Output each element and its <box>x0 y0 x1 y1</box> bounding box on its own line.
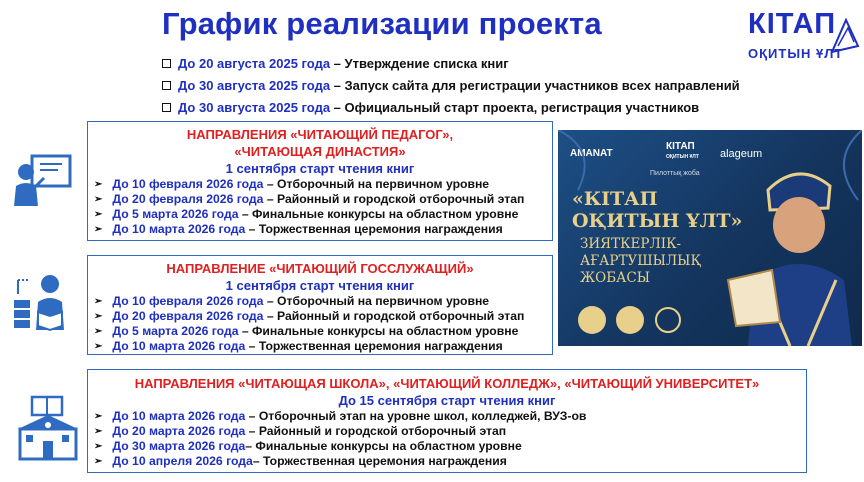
start-date: До 15 сентября старт чтения книг <box>338 393 556 408</box>
logo-line1: КІТАП <box>748 8 837 40</box>
list-item <box>94 192 552 207</box>
arrow-icon: ➢ <box>94 341 103 352</box>
stage-text: – Финальные конкурсы на областном уровне <box>245 439 522 453</box>
pilot-label: Пилоттық жоба <box>650 170 700 177</box>
stage-text: – Районный и городской отборочный этап <box>263 309 525 323</box>
arrow-icon: ➢ <box>94 179 103 190</box>
timeline-item <box>162 52 740 74</box>
stage-text: – Районный и городской отборочный этап <box>245 424 507 438</box>
stage-date: До 5 марта 2026 года <box>112 324 239 338</box>
teacher-icon <box>12 152 74 208</box>
timeline-date: До 20 августа 2025 года <box>178 55 331 71</box>
arrow-icon: ➢ <box>94 194 103 205</box>
banner-title-line2: ОҚИТЫН ҰЛТ» <box>572 210 743 232</box>
stage-text: – Торжественная церемония награждения <box>245 339 503 353</box>
stage-text: – Финальные конкурсы на областном уровне <box>238 324 519 338</box>
stage-date: До 20 марта 2026 года <box>112 424 246 438</box>
arrow-icon: ➢ <box>94 426 103 437</box>
list-item <box>94 409 806 424</box>
stage-text: – Торжественная церемония награждения <box>245 222 503 236</box>
stage-date: До 20 февраля 2026 года <box>112 309 264 323</box>
project-banner-image <box>558 130 862 346</box>
start-date: 1 сентября старт чтения книг <box>225 278 415 293</box>
timeline-text: Запуск сайта для регистрации участников всех направлений <box>344 77 740 93</box>
logo-line2: ОҚИТЫН ҰЛТ <box>748 46 844 61</box>
banner-subtitle-line1: ЗИЯТКЕРЛІК- <box>580 236 682 252</box>
stage-list <box>88 177 552 237</box>
kitap-small-line2: ОҚИТЫН ҰЛТ <box>666 154 699 160</box>
direction-title-2: «ЧИТАЮЩАЯ ДИНАСТИЯ» <box>234 144 406 159</box>
book-wings-icon <box>830 16 860 56</box>
stage-date: До 10 марта 2026 года <box>112 409 246 423</box>
direction-title: НАПРАВЛЕНИЯ «ЧИТАЮЩИЙ ПЕДАГОГ», <box>186 127 454 142</box>
boy-reading-illustration <box>558 130 862 346</box>
project-timeline <box>162 52 740 118</box>
direction-box-school <box>87 369 807 473</box>
list-item <box>94 294 552 309</box>
banner-subtitle-line3: ЖОБАСЫ <box>580 270 650 286</box>
stage-date: До 5 марта 2026 года <box>112 207 239 221</box>
list-item <box>94 424 806 439</box>
timeline-date: До 30 августа 2025 года <box>178 99 331 115</box>
list-item <box>94 207 552 222</box>
checkbox-icon <box>162 81 171 90</box>
stage-text: – Финальные конкурсы на областном уровне <box>238 207 519 221</box>
stage-text: – Торжественная церемония награждения <box>252 454 507 468</box>
arrow-icon: ➢ <box>94 224 103 235</box>
stage-text: – Районный и городской отборочный этап <box>263 192 525 206</box>
arrow-icon: ➢ <box>94 411 103 422</box>
checkbox-icon <box>162 103 171 112</box>
list-item <box>94 309 552 324</box>
timeline-item <box>162 74 740 96</box>
list-item <box>94 324 552 339</box>
timeline-text: Официальный старт проекта, регистрация участников <box>344 99 700 115</box>
timeline-item <box>162 96 740 118</box>
school-icon <box>12 395 84 461</box>
timeline-sep: – <box>330 77 345 93</box>
list-item <box>94 439 806 454</box>
alageum-logo: alageum <box>720 148 763 160</box>
timeline-sep: – <box>330 55 345 71</box>
arrow-icon: ➢ <box>94 311 103 322</box>
stage-list <box>88 409 806 469</box>
banner-subtitle-line2: АҒАРТУШЫЛЫҚ <box>580 253 701 269</box>
direction-box-teacher <box>87 121 553 241</box>
direction-title: НАПРАВЛЕНИЕ «ЧИТАЮЩИЙ ГОССЛУЖАЩИЙ» <box>166 261 474 276</box>
kitap-logo <box>742 8 860 70</box>
stage-date: До 10 февраля 2026 года <box>112 177 264 191</box>
stage-date: До 10 марта 2026 года <box>112 339 246 353</box>
arrow-icon: ➢ <box>94 209 103 220</box>
stage-date: До 10 апреля 2026 года <box>112 454 253 468</box>
page-title: График реализации проекта <box>162 6 602 41</box>
list-item <box>94 177 552 192</box>
list-item <box>94 454 806 469</box>
list-item <box>94 339 552 354</box>
timeline-text: Утверждение списка книг <box>344 55 509 71</box>
banner-title-line1: «КІТАП <box>572 188 658 210</box>
timeline-sep: – <box>330 99 345 115</box>
stage-text: – Отборочный на первичном уровне <box>263 294 490 308</box>
kitap-small-line1: КІТАП <box>666 141 695 152</box>
timeline-date: До 30 августа 2025 года <box>178 77 331 93</box>
reader-icon <box>12 270 74 334</box>
arrow-icon: ➢ <box>94 326 103 337</box>
arrow-icon: ➢ <box>94 441 103 452</box>
stage-date: До 10 марта 2026 года <box>112 222 246 236</box>
stage-list <box>88 294 552 354</box>
amanat-logo: AMANAT <box>570 148 613 159</box>
arrow-icon: ➢ <box>94 296 103 307</box>
stage-text: – Отборочный этап на уровне школ, колледжей, ВУЗ-ов <box>245 409 587 423</box>
stage-text: – Отборочный на первичном уровне <box>263 177 490 191</box>
direction-box-civil-servant <box>87 255 553 355</box>
arrow-icon: ➢ <box>94 456 103 467</box>
list-item <box>94 222 552 237</box>
stage-date: До 30 марта 2026 года <box>112 439 246 453</box>
start-date: 1 сентября старт чтения книг <box>225 161 415 176</box>
checkbox-icon <box>162 59 171 68</box>
direction-title: НАПРАВЛЕНИЯ «ЧИТАЮЩАЯ ШКОЛА», «ЧИТАЮЩИЙ КОЛЛЕДЖ», «ЧИТАЮЩИЙ УНИВЕРСИТЕТ» <box>134 376 760 391</box>
stage-date: До 10 февраля 2026 года <box>112 294 264 308</box>
stage-date: До 20 февраля 2026 года <box>112 192 264 206</box>
